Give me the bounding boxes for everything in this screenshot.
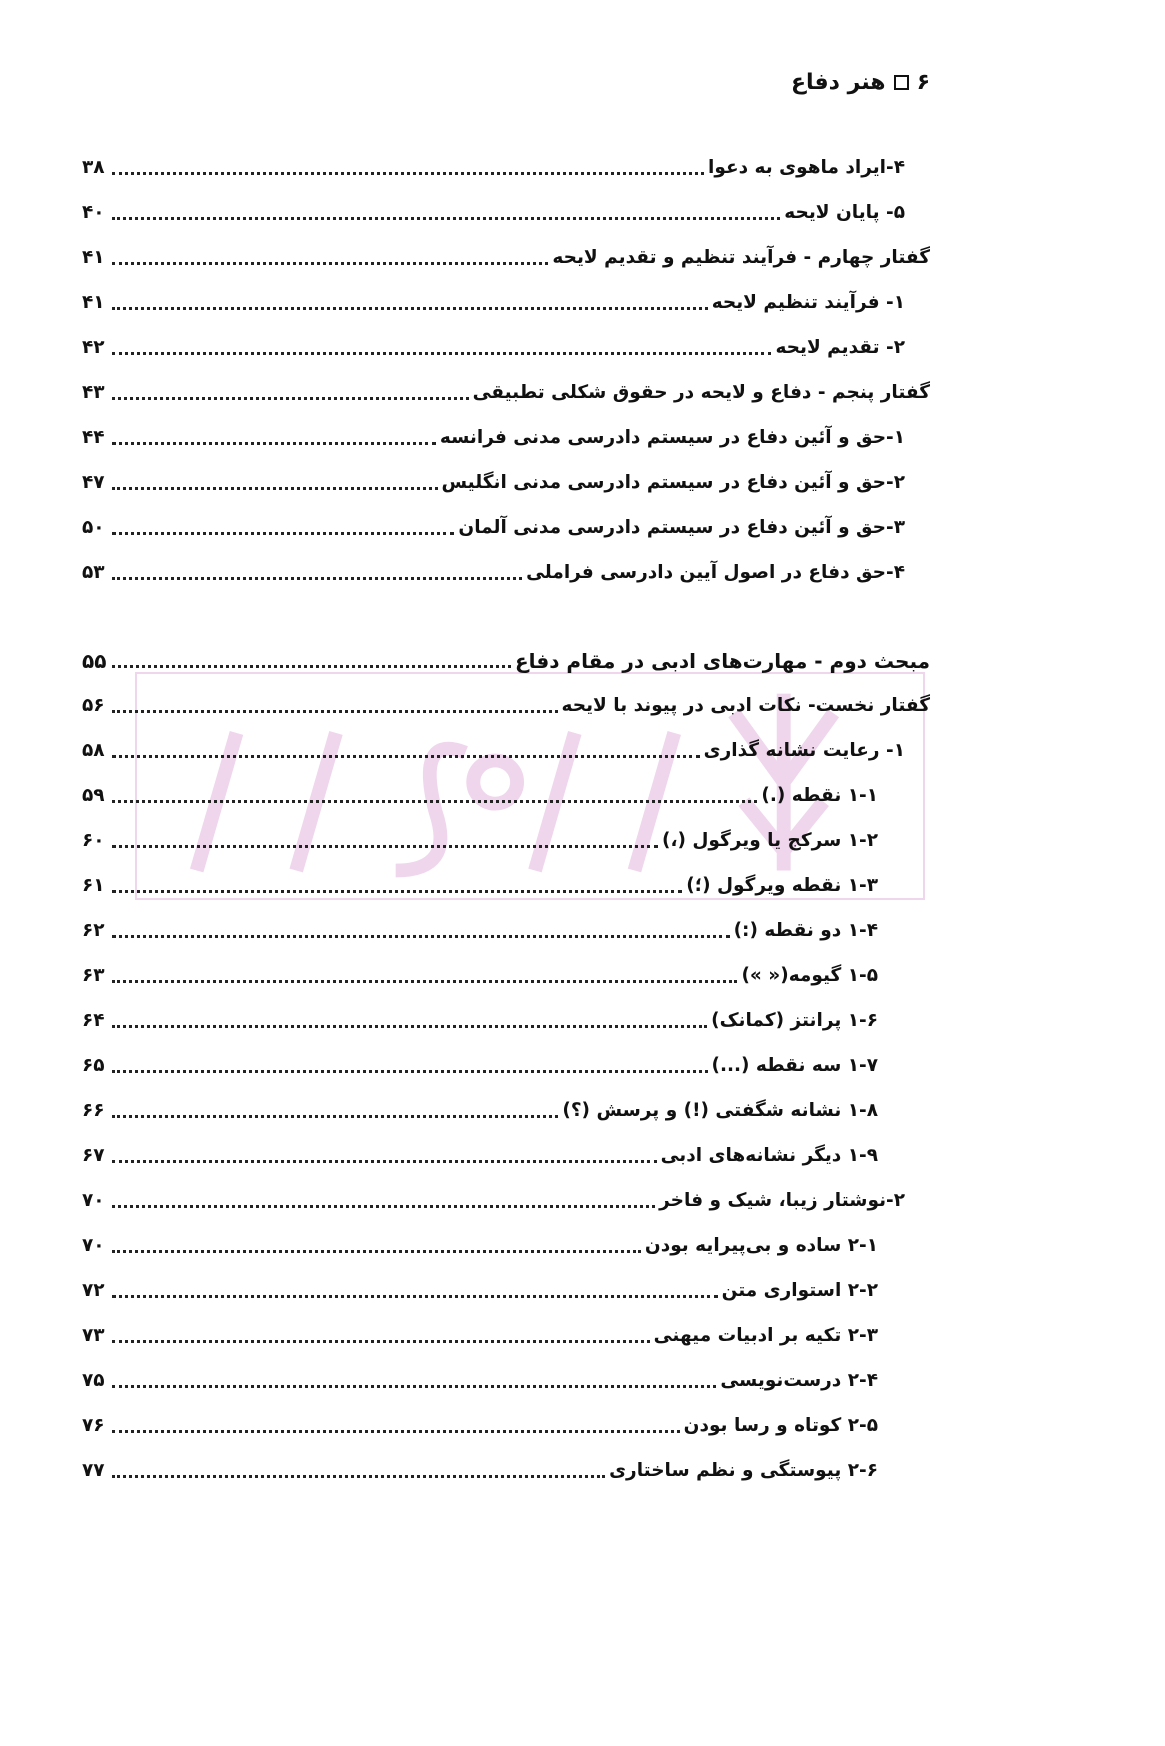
toc-entry-title: ۲-۶ پیوستگی و نظم ساختاری — [609, 1460, 878, 1481]
toc-entry-title: ۱-۴ دو نقطه (:) — [733, 920, 878, 941]
toc-entry-title: ۲-۴ درست‌نویسی — [720, 1370, 878, 1391]
toc-entry-page: ۶۶ — [82, 1100, 105, 1121]
toc-entry[interactable] — [82, 1141, 878, 1171]
toc-entry-title: ۱-۲ سرکج یا ویرگول (،) — [661, 830, 878, 851]
toc-entry-page: ۵۸ — [82, 740, 105, 761]
dot-leader — [112, 800, 757, 803]
toc-entry-title: ۲-۵ کوتاه و رسا بودن — [683, 1415, 878, 1436]
toc-entry-title: ۳-حق و آئین دفاع در سیستم دادرسی مدنی آلمان — [458, 517, 905, 538]
toc-entry-title: ۱-۸ نشانه شگفتی (!) و پرسش (؟) — [562, 1100, 878, 1121]
toc-entry-page: ۷۰ — [82, 1190, 105, 1211]
toc-entry-page: ۵۵ — [82, 649, 107, 673]
toc-entry[interactable] — [82, 1276, 878, 1306]
dot-leader — [112, 1385, 716, 1388]
toc-entry-title: ۲-۲ استواری متن — [721, 1280, 878, 1301]
toc-entry[interactable] — [82, 153, 905, 183]
toc-entry-title: ۲- تقدیم لایحه — [775, 337, 905, 358]
toc-entry-page: ۷۷ — [82, 1460, 105, 1481]
dot-leader — [112, 1475, 605, 1478]
dot-leader — [112, 935, 730, 938]
toc-entry-title: ۱-۱ نقطه (.) — [761, 785, 878, 806]
toc-entry[interactable] — [82, 961, 878, 991]
toc-entry-title: ۴-ایراد ماهوی به دعوا — [708, 157, 905, 178]
toc-entry-page: ۵۳ — [82, 562, 105, 583]
toc-entry-page: ۶۰ — [82, 830, 105, 851]
toc-entry[interactable] — [82, 871, 878, 901]
dot-leader — [112, 710, 558, 713]
toc-entry[interactable] — [82, 468, 905, 498]
toc-entry-page: ۵۹ — [82, 785, 105, 806]
toc-entry-title: ۱- رعایت نشانه گذاری — [703, 740, 905, 761]
toc-entry-page: ۶۱ — [82, 875, 105, 896]
dot-leader — [112, 1430, 680, 1433]
toc-entry-page: ۴۲ — [82, 337, 105, 358]
toc-entry[interactable] — [82, 646, 930, 676]
dot-leader — [112, 665, 511, 668]
toc-entry[interactable] — [82, 1411, 878, 1441]
toc-entry-page: ۶۲ — [82, 920, 105, 941]
toc-entry-page: ۵۶ — [82, 695, 105, 716]
dot-leader — [112, 442, 436, 445]
toc-entry-page: ۴۳ — [82, 382, 105, 403]
toc-entry-page: ۴۰ — [82, 202, 105, 223]
dot-leader — [112, 890, 682, 893]
toc-entry[interactable] — [82, 1051, 878, 1081]
toc-entry-page: ۴۱ — [82, 247, 105, 268]
toc-entry[interactable] — [82, 1006, 878, 1036]
dot-leader — [112, 487, 438, 490]
dot-leader — [112, 262, 548, 265]
toc-entry-page: ۷۵ — [82, 1370, 105, 1391]
toc-entry-page: ۴۱ — [82, 292, 105, 313]
toc-entry-title: ۲-۱ ساده و بی‌پیرایه بودن — [644, 1235, 878, 1256]
dot-leader — [112, 532, 454, 535]
toc-entry[interactable] — [82, 513, 905, 543]
toc-entry-page: ۷۳ — [82, 1325, 105, 1346]
toc-entry-title: ۲-۳ تکیه بر ادبیات میهنی — [653, 1325, 878, 1346]
toc-entry[interactable] — [82, 243, 930, 273]
dot-leader — [112, 845, 658, 848]
toc-entry[interactable] — [82, 1321, 878, 1351]
toc-entry[interactable] — [82, 1366, 878, 1396]
toc-entry[interactable] — [82, 423, 905, 453]
dot-leader — [112, 1160, 657, 1163]
toc-entry-title: ۲-حق و آئین دفاع در سیستم دادرسی مدنی انگلیس — [441, 472, 905, 493]
toc-entry-page: ۷۰ — [82, 1235, 105, 1256]
toc-entry[interactable] — [82, 1231, 878, 1261]
toc-entry[interactable] — [82, 1096, 878, 1126]
dot-leader — [112, 1205, 655, 1208]
toc-entry-page: ۶۳ — [82, 965, 105, 986]
dot-leader — [112, 217, 780, 220]
toc-entry-title: ۱-۳ نقطه ویرگول (؛) — [686, 875, 878, 896]
book-title: هنر دفاع — [790, 70, 886, 95]
toc-entry-title: ۱-۶ پرانتز (کمانک) — [711, 1010, 878, 1031]
toc-entry-title: ۵- پایان لایحه — [784, 202, 905, 223]
toc-entry[interactable] — [82, 288, 905, 318]
dot-leader — [112, 577, 522, 580]
toc-entry-title: گفتار چهارم - فرآیند تنظیم و تقدیم لایحه — [552, 247, 930, 268]
toc-entry[interactable] — [82, 916, 878, 946]
toc-entry-title: ۱-حق و آئین دفاع در سیستم دادرسی مدنی فرانسه — [439, 427, 905, 448]
dot-leader — [112, 172, 704, 175]
toc-entry[interactable] — [82, 736, 905, 766]
toc-entry-title: ۲-نوشتار زیبا، شیک و فاخر — [659, 1190, 905, 1211]
toc-entry-page: ۶۷ — [82, 1145, 105, 1166]
dot-leader — [112, 1340, 650, 1343]
dot-leader — [112, 980, 737, 983]
toc-entry-page: ۷۶ — [82, 1415, 105, 1436]
toc-entry[interactable] — [82, 558, 905, 588]
toc-entry-title: مبحث دوم - مهارت‌های ادبی در مقام دفاع — [514, 649, 930, 673]
dot-leader — [112, 397, 469, 400]
toc-entry[interactable] — [82, 691, 930, 721]
toc-entry[interactable] — [82, 781, 878, 811]
toc-entry-page: ۵۰ — [82, 517, 105, 538]
toc-entry-title: گفتار نخست- نکات ادبی در پیوند با لایحه — [561, 695, 930, 716]
toc-entry-title: ۱-۷ سه نقطه (...) — [711, 1055, 878, 1076]
toc-entry-page: ۶۵ — [82, 1055, 105, 1076]
toc-entry-page: ۳۸ — [82, 157, 105, 178]
toc-entry[interactable] — [82, 1186, 905, 1216]
dot-leader — [112, 1070, 708, 1073]
toc-entry[interactable] — [82, 826, 878, 856]
toc-entry-title: گفتار پنجم - دفاع و لایحه در حقوق شکلی تطبیقی — [472, 382, 930, 403]
toc-entry[interactable] — [82, 333, 905, 363]
dot-leader — [112, 755, 700, 758]
toc-entry-page: ۷۲ — [82, 1280, 105, 1301]
dot-leader — [112, 1025, 707, 1028]
toc-entry-title: ۱-۵ گیومه(« ») — [741, 965, 878, 986]
dot-leader — [112, 1295, 718, 1298]
toc-entry[interactable] — [82, 378, 930, 408]
toc-entry-page: ۴۷ — [82, 472, 105, 493]
dot-leader — [112, 1250, 641, 1253]
toc-entry-page: ۶۴ — [82, 1010, 105, 1031]
dot-leader — [112, 307, 708, 310]
toc-entry-page: ۴۴ — [82, 427, 105, 448]
dot-leader — [112, 352, 771, 355]
toc-entry-title: ۱-۹ دیگر نشانه‌های ادبی — [660, 1145, 878, 1166]
dot-leader — [112, 1115, 558, 1118]
toc-entry[interactable] — [82, 1456, 878, 1486]
toc-entry-title: ۱- فرآیند تنظیم لایحه — [711, 292, 905, 313]
page-number: ۶ — [916, 70, 930, 95]
toc-entry-title: ۴-حق دفاع در اصول آیین دادرسی فراملی — [526, 562, 905, 583]
toc-entry[interactable] — [82, 198, 905, 228]
